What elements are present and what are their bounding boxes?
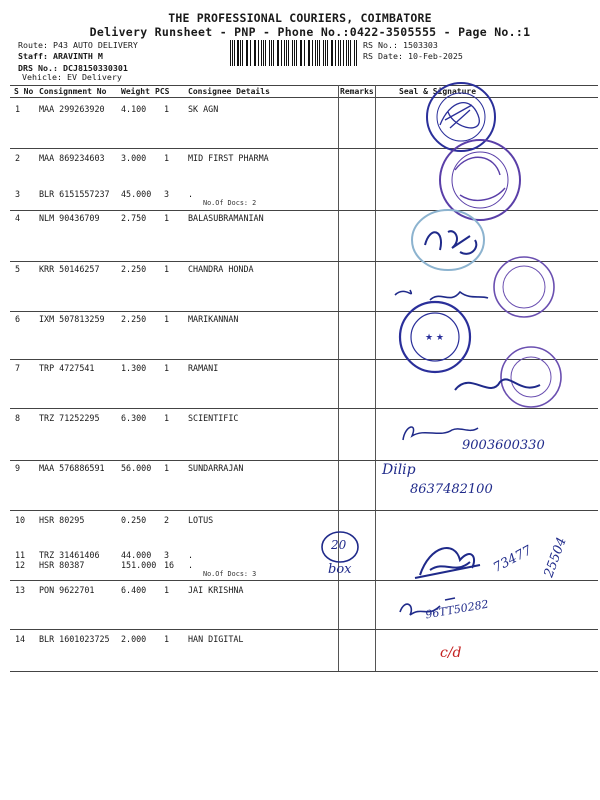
row11-box-handwritten: box — [328, 562, 352, 577]
row-consignment: PON 9622701 — [39, 585, 95, 595]
row11-signature — [415, 548, 480, 578]
row-weight: 4.100 — [121, 104, 147, 114]
row-consignee: MID FIRST PHARMA — [188, 153, 269, 163]
row-consignee: SCIENTIFIC — [188, 413, 239, 423]
row-weight: 2.250 — [121, 264, 147, 274]
row-consignment: BLR 1601023725 — [39, 634, 110, 644]
row-weight: 0.250 — [121, 515, 147, 525]
row7-seal-stamp — [455, 347, 561, 407]
row-consignee: . — [188, 189, 194, 199]
rs-number: RS No.: 1503303 — [363, 40, 438, 50]
row-consignment: MAA 869234603 — [39, 153, 105, 163]
row-pcs: 1 — [164, 104, 170, 114]
row-pcs: 1 — [164, 363, 170, 373]
route-label: Route: P43 AUTO DELIVERY — [18, 40, 138, 50]
row-sno: 4 — [15, 213, 21, 223]
column-header-sno: S No — [14, 87, 34, 96]
column-header-consignment: Consignment No — [39, 87, 107, 96]
row-consignment: KRR 50146257 — [39, 264, 100, 274]
runsheet-subtitle: Delivery Runsheet - PNP - Phone No.:0422-3505555 - Page No.:1 — [89, 25, 531, 39]
row-sno: 14 — [15, 634, 26, 644]
row-weight: 2.250 — [121, 314, 147, 324]
row-pcs: 1 — [164, 463, 170, 473]
column-header-seal: Seal & Signature — [399, 87, 477, 96]
docs-count: No.Of Docs: 2 — [203, 199, 257, 207]
row13-ref-handwritten: 96TT50282 — [424, 597, 490, 622]
row-pcs: 3 — [164, 189, 170, 199]
vehicle-label: Vehicle: EV Delivery — [22, 72, 122, 82]
row-sno: 11 — [15, 550, 26, 560]
row-weight: 56.000 — [121, 463, 152, 473]
row-consignment: MAA 576886591 — [39, 463, 105, 473]
row-consignment: HSR 80295 — [39, 515, 85, 525]
column-header-pcs: PCS — [155, 87, 170, 96]
row-weight: 3.000 — [121, 153, 147, 163]
row11-ref-a-handwritten: 73477 — [490, 543, 535, 576]
row-sno: 5 — [15, 264, 21, 274]
row-consignee: . — [188, 560, 194, 570]
row-weight: 151.000 — [121, 560, 157, 570]
row-consignee: SUNDARRAJAN — [188, 463, 244, 473]
column-header-remarks: Remarks — [340, 87, 374, 96]
pharma-seal-stamp — [440, 140, 520, 220]
row-consignment: IXM 507813259 — [39, 314, 105, 324]
rs-date: RS Date: 10-Feb-2025 — [363, 51, 463, 61]
row-weight: 1.300 — [121, 363, 147, 373]
row-sno: 7 — [15, 363, 21, 373]
row9-name-handwritten: Dilip — [382, 462, 416, 478]
row11-ref-b-handwritten: 25504 — [541, 535, 570, 580]
row-pcs: 16 — [164, 560, 175, 570]
honda-seal-stamp — [494, 257, 554, 317]
row-sno: 1 — [15, 104, 21, 114]
row-consignment: TRZ 31461406 — [39, 550, 100, 560]
row-consignee: SK AGN — [188, 104, 219, 114]
row-sno: 6 — [15, 314, 21, 324]
row-pcs: 1 — [164, 413, 170, 423]
row-sno: 8 — [15, 413, 21, 423]
row-weight: 6.300 — [121, 413, 147, 423]
row-consignment: BLR 6151557237 — [39, 189, 110, 199]
row-sno: 9 — [15, 463, 21, 473]
row-consignee: RAMANI — [188, 363, 219, 373]
row-consignment: TRZ 71252295 — [39, 413, 100, 423]
row-sno: 2 — [15, 153, 21, 163]
row-weight: 2.750 — [121, 213, 147, 223]
row9-phone-handwritten: 8637482100 — [410, 482, 493, 497]
row-consignee: BALASUBRAMANIAN — [188, 213, 264, 223]
row-weight: 6.400 — [121, 585, 147, 595]
row-consignment: TRP 4727541 — [39, 363, 95, 373]
row-sno: 3 — [15, 189, 21, 199]
row-consignment: NLM 90436709 — [39, 213, 100, 223]
row-pcs: 1 — [164, 634, 170, 644]
row-pcs: 1 — [164, 585, 170, 595]
row-pcs: 3 — [164, 550, 170, 560]
row4-seal-stamp — [412, 210, 484, 270]
row-weight: 44.000 — [121, 550, 152, 560]
column-header-weight: Weight — [121, 87, 150, 96]
row-consignment: HSR 80387 — [39, 560, 85, 570]
row-pcs: 1 — [164, 264, 170, 274]
row14-mark-handwritten: c/d — [440, 645, 462, 661]
row-sno: 12 — [15, 560, 26, 570]
row-pcs: 1 — [164, 213, 170, 223]
docs-count: No.Of Docs: 3 — [203, 570, 257, 578]
row-pcs: 1 — [164, 153, 170, 163]
company-title: THE PROFESSIONAL COURIERS, COIMBATORE — [168, 11, 432, 25]
svg-text:★ ★: ★ ★ — [425, 333, 444, 343]
row8-phone-handwritten: 9003600330 — [462, 438, 545, 453]
row6-seal-stamp — [395, 290, 488, 372]
row-consignee: JAI KRISHNA — [188, 585, 244, 595]
column-header-consignee: Consignee Details — [188, 87, 270, 96]
row-pcs: 1 — [164, 314, 170, 324]
drs-label: DRS No.: DCJ8150330301 — [18, 63, 128, 73]
row-pcs: 2 — [164, 515, 170, 525]
row-weight: 2.000 — [121, 634, 147, 644]
row-consignee: . — [188, 550, 194, 560]
staff-label: Staff: ARAVINTH M — [18, 51, 103, 61]
row-weight: 45.000 — [121, 189, 152, 199]
row-sno: 10 — [15, 515, 26, 525]
row-sno: 13 — [15, 585, 26, 595]
row-consignee: LOTUS — [188, 515, 214, 525]
row-consignee: MARIKANNAN — [188, 314, 239, 324]
row-consignee: HAN DIGITAL — [188, 634, 244, 644]
row11-count-handwritten: 20 — [331, 538, 347, 552]
row-consignment: MAA 299263920 — [39, 104, 105, 114]
row-consignee: CHANDRA HONDA — [188, 264, 254, 274]
